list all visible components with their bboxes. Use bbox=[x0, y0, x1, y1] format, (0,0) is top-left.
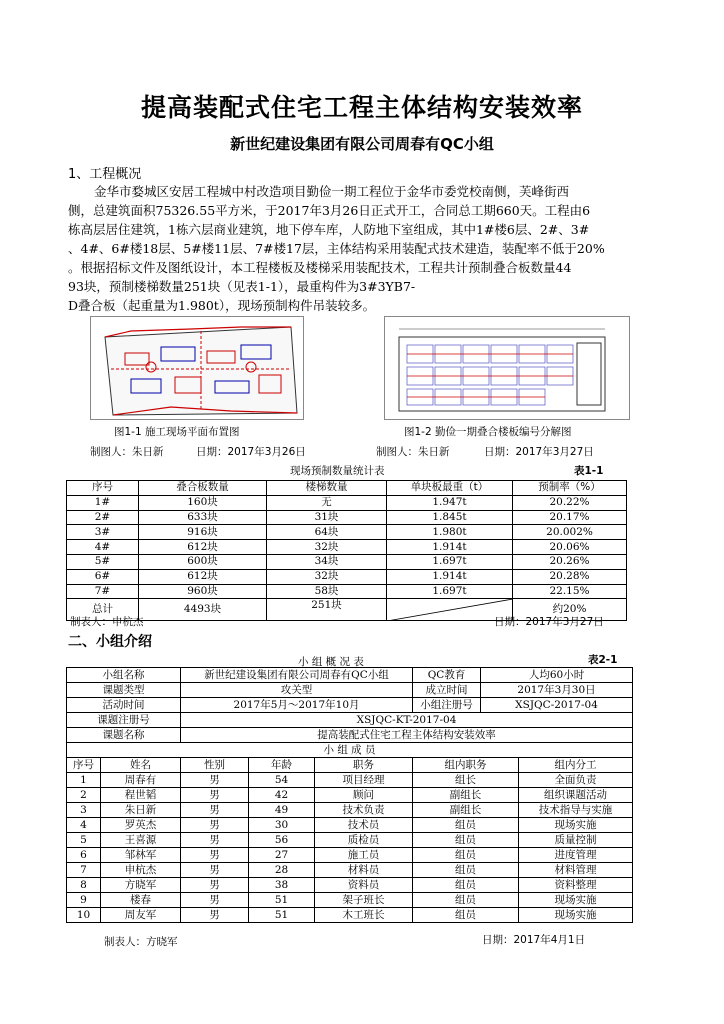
header-cell: 序号 bbox=[67, 758, 101, 773]
table-label: 表1-1 bbox=[574, 465, 604, 477]
cell: 男 bbox=[181, 803, 249, 818]
table-row bbox=[67, 683, 633, 698]
cell: 32块 bbox=[267, 569, 387, 584]
member-row bbox=[67, 878, 633, 893]
paragraph-line: 、4#、6#楼18层、5#楼11层、7#楼17层，主体结构采用装配式技术建造，装配率不低于20% bbox=[68, 241, 605, 256]
cell: 6 bbox=[67, 848, 101, 863]
cell: 成立时间 bbox=[413, 683, 481, 698]
cell: 副组长 bbox=[413, 788, 519, 803]
cell: 1 bbox=[67, 773, 101, 788]
cell: 组员 bbox=[413, 893, 519, 908]
cell: 技术负责 bbox=[315, 803, 413, 818]
cell: 8 bbox=[67, 878, 101, 893]
cell: 51 bbox=[249, 908, 315, 923]
cell: 251块 bbox=[267, 599, 387, 621]
table-header-row bbox=[67, 758, 633, 773]
header-cell: 单块板最重（t） bbox=[387, 481, 513, 496]
cell: 30 bbox=[249, 818, 315, 833]
member-row bbox=[67, 848, 633, 863]
cell: 木工班长 bbox=[315, 908, 413, 923]
cell: 6# bbox=[67, 569, 139, 584]
cell: 2017年5月～2017年10月 bbox=[181, 698, 413, 713]
cell: 人均60小时 bbox=[481, 668, 633, 683]
slab-layout-figure bbox=[384, 316, 630, 420]
table-label: 表2-1 bbox=[588, 654, 618, 666]
cell: 方晓军 bbox=[101, 878, 181, 893]
cell: 20.22% bbox=[513, 495, 627, 510]
cell: 51 bbox=[249, 893, 315, 908]
cell: 男 bbox=[181, 818, 249, 833]
cell: 3 bbox=[67, 803, 101, 818]
cell: 活动时间 bbox=[67, 698, 181, 713]
figure-maker: 制图人：朱日新 bbox=[376, 446, 450, 458]
table-row bbox=[67, 554, 627, 569]
figure-maker: 制图人：朱日新 bbox=[90, 446, 164, 458]
figure-date: 日期：2017年3月27日 bbox=[484, 446, 594, 458]
overview-paragraph bbox=[68, 182, 658, 315]
cell: 男 bbox=[181, 848, 249, 863]
cell: 20.26% bbox=[513, 554, 627, 569]
table-row bbox=[67, 743, 633, 758]
figure-date: 日期：2017年3月26日 bbox=[196, 446, 306, 458]
cell: 7 bbox=[67, 863, 101, 878]
header-cell: 年龄 bbox=[249, 758, 315, 773]
cell: 32块 bbox=[267, 540, 387, 555]
cell: XSJQC-KT-2017-04 bbox=[181, 713, 633, 728]
member-row bbox=[67, 863, 633, 878]
paragraph-line: 金华市婺城区安居工程城中村改造项目勤俭一期工程位于金华市委党校南侧，芙峰街西 bbox=[94, 184, 570, 199]
cell: 20.28% bbox=[513, 569, 627, 584]
cell: 22.15% bbox=[513, 584, 627, 599]
cell: 1.697t bbox=[387, 584, 513, 599]
cell: 罗英杰 bbox=[101, 818, 181, 833]
cell: 现场实施 bbox=[519, 908, 633, 923]
paragraph-line: D叠合板（起重量为1.980t），现场预制构件吊装较多。 bbox=[68, 298, 376, 313]
cell: 54 bbox=[249, 773, 315, 788]
table-header-row bbox=[67, 481, 627, 496]
member-row bbox=[67, 773, 633, 788]
site-plan-figure bbox=[90, 316, 304, 420]
cell: 4493块 bbox=[139, 599, 267, 621]
cell: 1.697t bbox=[387, 554, 513, 569]
cell: 160块 bbox=[139, 495, 267, 510]
table-row bbox=[67, 698, 633, 713]
page-title: 提高装配式住宅工程主体结构安装效率 bbox=[140, 93, 583, 122]
figure-caption: 图1-2 勤俭一期叠合楼板编号分解图 bbox=[404, 426, 572, 438]
cell: 组织课题活动 bbox=[519, 788, 633, 803]
cell: 顾问 bbox=[315, 788, 413, 803]
cell: 王喜源 bbox=[101, 833, 181, 848]
cell: 副组长 bbox=[413, 803, 519, 818]
cell: 提高装配式住宅工程主体结构安装效率 bbox=[181, 728, 633, 743]
header-cell: 组内分工 bbox=[519, 758, 633, 773]
cell: 633块 bbox=[139, 510, 267, 525]
cell: QC教育 bbox=[413, 668, 481, 683]
cell: 1.845t bbox=[387, 510, 513, 525]
cell: 周春有 bbox=[101, 773, 181, 788]
cell: 49 bbox=[249, 803, 315, 818]
cell: 组员 bbox=[413, 818, 519, 833]
member-row bbox=[67, 893, 633, 908]
cell: 新世纪建设集团有限公司周春有QC小组 bbox=[181, 668, 413, 683]
cell: 架子班长 bbox=[315, 893, 413, 908]
cell: 技术员 bbox=[315, 818, 413, 833]
header-cell: 性别 bbox=[181, 758, 249, 773]
cell: 5 bbox=[67, 833, 101, 848]
cell: 34块 bbox=[267, 554, 387, 569]
cell: 1.980t bbox=[387, 525, 513, 540]
cell: 小组名称 bbox=[67, 668, 181, 683]
table-title: 现场预制数量统计表 bbox=[290, 465, 385, 477]
precast-quantity-table bbox=[66, 480, 627, 621]
cell: 进度管理 bbox=[519, 848, 633, 863]
cell: 612块 bbox=[139, 569, 267, 584]
cell: 男 bbox=[181, 788, 249, 803]
cell: 28 bbox=[249, 863, 315, 878]
cell: 朱日新 bbox=[101, 803, 181, 818]
cell: 课题类型 bbox=[67, 683, 181, 698]
cell: 916块 bbox=[139, 525, 267, 540]
cell: 1# bbox=[67, 495, 139, 510]
cell: XSJQC-2017-04 bbox=[481, 698, 633, 713]
header-cell: 叠合板数量 bbox=[139, 481, 267, 496]
slab-layout-drawing bbox=[385, 317, 630, 420]
team-overview-table bbox=[66, 667, 633, 923]
paragraph-line: 栋高层居住建筑，1栋六层商业建筑，地下停车库，人防地下室组成，其中1#楼6层、2#、3# bbox=[68, 222, 590, 237]
cell: 周友军 bbox=[101, 908, 181, 923]
cell: 2017年3月30日 bbox=[481, 683, 633, 698]
table-row bbox=[67, 495, 627, 510]
cell: 申杭杰 bbox=[101, 863, 181, 878]
cell: 课题注册号 bbox=[67, 713, 181, 728]
header-cell: 序号 bbox=[67, 481, 139, 496]
section-heading-overview: 1、工程概况 bbox=[68, 167, 142, 182]
header-cell: 楼梯数量 bbox=[267, 481, 387, 496]
table-row bbox=[67, 668, 633, 683]
table-row bbox=[67, 569, 627, 584]
table-row bbox=[67, 525, 627, 540]
cell: 4 bbox=[67, 818, 101, 833]
cell: 现场实施 bbox=[519, 818, 633, 833]
table-maker: 制表人：方晓军 bbox=[104, 936, 178, 948]
cell: 600块 bbox=[139, 554, 267, 569]
header-cell: 姓名 bbox=[101, 758, 181, 773]
cell: 1.947t bbox=[387, 495, 513, 510]
header-cell: 预制率（%） bbox=[513, 481, 627, 496]
cell: 1.914t bbox=[387, 540, 513, 555]
cell: 组员 bbox=[413, 908, 519, 923]
cell: 组员 bbox=[413, 878, 519, 893]
cell: 质量控制 bbox=[519, 833, 633, 848]
cell: 组员 bbox=[413, 863, 519, 878]
cell: 612块 bbox=[139, 540, 267, 555]
section-heading-team: 二、小组介绍 bbox=[68, 634, 152, 650]
paragraph-line: 侧，总建筑面积75326.55平方米，于2017年3月26日正式开工，合同总工期660天。工程由6 bbox=[68, 203, 591, 218]
cell: 9 bbox=[67, 893, 101, 908]
cell: 男 bbox=[181, 893, 249, 908]
cell: 5# bbox=[67, 554, 139, 569]
table-row bbox=[67, 728, 633, 743]
cell: 20.06% bbox=[513, 540, 627, 555]
cell: 邹林军 bbox=[101, 848, 181, 863]
cell: 施工员 bbox=[315, 848, 413, 863]
cell: 组员 bbox=[413, 833, 519, 848]
cell: 组员 bbox=[413, 848, 519, 863]
member-row bbox=[67, 803, 633, 818]
cell: 男 bbox=[181, 833, 249, 848]
cell: 男 bbox=[181, 878, 249, 893]
cell: 楼春 bbox=[101, 893, 181, 908]
cell: 无 bbox=[267, 495, 387, 510]
cell: 材料员 bbox=[315, 863, 413, 878]
table-title: 小 组 概 况 表 bbox=[298, 656, 364, 668]
member-row bbox=[67, 833, 633, 848]
cell: 20.002% bbox=[513, 525, 627, 540]
cell: 4# bbox=[67, 540, 139, 555]
page-subtitle: 新世纪建设集团有限公司周春有QC小组 bbox=[230, 135, 494, 153]
table-row bbox=[67, 713, 633, 728]
member-row bbox=[67, 818, 633, 833]
member-row bbox=[67, 788, 633, 803]
cell: 现场实施 bbox=[519, 893, 633, 908]
table-maker: 制表人：申杭杰 bbox=[70, 616, 144, 628]
cell: 64块 bbox=[267, 525, 387, 540]
paragraph-line: 93块，预制楼梯数量251块（见表1-1），最重构件为3#3YB7- bbox=[68, 279, 416, 294]
cell: 项目经理 bbox=[315, 773, 413, 788]
cell: 男 bbox=[181, 863, 249, 878]
table-row bbox=[67, 510, 627, 525]
cell: 全面负责 bbox=[519, 773, 633, 788]
paragraph-line: 。根据招标文件及图纸设计，本工程楼板及楼梯采用装配技术，工程共计预制叠合板数量44 bbox=[68, 260, 572, 275]
cell: 58块 bbox=[267, 584, 387, 599]
cell: 材料管理 bbox=[519, 863, 633, 878]
cell: 38 bbox=[249, 878, 315, 893]
table-row bbox=[67, 584, 627, 599]
cell: 资料整理 bbox=[519, 878, 633, 893]
cell: 960块 bbox=[139, 584, 267, 599]
cell: 约20% bbox=[513, 599, 627, 621]
cell: 小 组 成 员 bbox=[67, 743, 633, 758]
cell: 1.914t bbox=[387, 569, 513, 584]
cell: 资料员 bbox=[315, 878, 413, 893]
cell: 技术指导与实施 bbox=[519, 803, 633, 818]
cell: 7# bbox=[67, 584, 139, 599]
cell: 质检员 bbox=[315, 833, 413, 848]
header-cell: 组内职务 bbox=[413, 758, 519, 773]
cell: 总计 bbox=[67, 599, 139, 621]
cell: 56 bbox=[249, 833, 315, 848]
cell: 10 bbox=[67, 908, 101, 923]
cell: 男 bbox=[181, 773, 249, 788]
figure-caption: 图1-1 施工现场平面布置图 bbox=[114, 426, 240, 438]
cell: 27 bbox=[249, 848, 315, 863]
cell: 课题名称 bbox=[67, 728, 181, 743]
site-plan-drawing bbox=[91, 317, 304, 420]
cell: 31块 bbox=[267, 510, 387, 525]
table-date: 日期：2017年4月1日 bbox=[482, 934, 586, 946]
cell: 组长 bbox=[413, 773, 519, 788]
cell: 2# bbox=[67, 510, 139, 525]
cell: 20.17% bbox=[513, 510, 627, 525]
cell: 男 bbox=[181, 908, 249, 923]
cell: 2 bbox=[67, 788, 101, 803]
header-cell: 职务 bbox=[315, 758, 413, 773]
cell: 小组注册号 bbox=[413, 698, 481, 713]
table-row bbox=[67, 540, 627, 555]
cell: 攻关型 bbox=[181, 683, 413, 698]
cell: 42 bbox=[249, 788, 315, 803]
cell: 3# bbox=[67, 525, 139, 540]
cell: 程世韬 bbox=[101, 788, 181, 803]
member-row bbox=[67, 908, 633, 923]
table-date: 日期：2017年3月27日 bbox=[494, 616, 604, 628]
